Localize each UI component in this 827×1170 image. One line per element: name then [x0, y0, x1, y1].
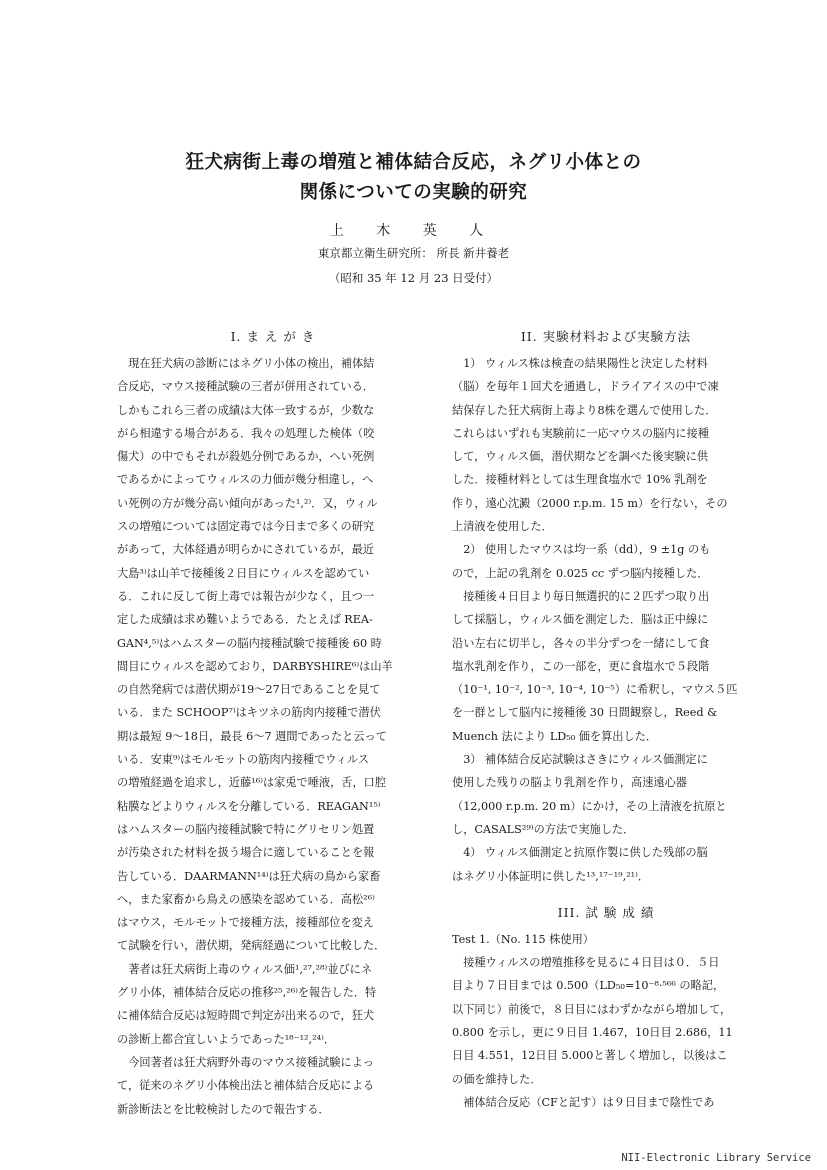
text-line: が汚染された材料を扱う場合に適していることを報 [117, 846, 375, 860]
text-line: 現在狂犬病の診断にはネグリ小体の検出，補体結 [117, 357, 375, 370]
text-line: いる．また SCHOOP⁷⁾はキツネの筋肉内接種で潜伏 [117, 706, 381, 720]
text-line: 作り，遠心沈澱（2000 r.p.m. 15 m）を行ない，その [452, 496, 728, 510]
paper-title [0, 148, 827, 208]
text-line: GAN⁴,⁵⁾はハムスターの脳内接種試験で接種後 60 時 [117, 636, 382, 650]
author-name: 上 木 英 人 [329, 223, 498, 239]
received-date: （昭和 35 年 12 月 23 日受付） [328, 271, 499, 285]
text-line: 日目 4.551，12日目 5.000と著しく増加し，以後はこ [452, 1049, 728, 1063]
text-line: はマウス，モルモットで接種方法，接種部位を変え [117, 916, 374, 930]
text-line: 沿い左右に切半し，各々の半分ずつを一緒にして食 [452, 636, 710, 650]
text-line: して，ウィルス価，潜伏期などを調べた後実験に供 [452, 450, 709, 464]
results-body [452, 928, 760, 1114]
text-line: い死例の方が幾分高い傾向があった¹,²⁾．又，ウィル [117, 496, 378, 510]
text-line: 粘膜などよりウィルスを分離している．REAGAN¹⁵⁾ [117, 799, 381, 813]
text-line: の増殖経過を追求し，近藤¹⁶⁾は家兎で唾液，舌，口腔 [117, 776, 387, 790]
text-line: を一群として脳内に接種後 30 日間観察し，Reed & [452, 706, 718, 720]
text-line: 傷犬）の中でもそれが殺処分例であるか，へい死例 [117, 450, 375, 464]
text-line: 今回著者は狂犬病野外毒のマウス接種試験によっ [117, 1055, 374, 1069]
text-line: はネグリ小体証明に供した¹³,¹⁷⁻¹⁹,²¹⁾． [452, 869, 650, 883]
text-line: いる．安東⁹⁾はモルモットの筋肉内接種でウィルス [117, 753, 370, 767]
title-line-1: 狂犬病街上毒の増殖と補体結合反応，ネグリ小体との [185, 152, 642, 173]
text-line: はハムスターの脳内接種試験で特にグリセリン処置 [117, 822, 375, 836]
text-line: 上清液を使用した． [452, 520, 553, 534]
section-heading-methods: II. 実験材料および実験方法 [520, 329, 692, 344]
text-line: て，従来のネグリ小体検出法と補体結合反応による [117, 1079, 375, 1093]
text-line: して採脳し，ウィルス価を測定した．脳は正中線に [452, 613, 709, 627]
title-line-2: 関係についての実験的研究 [299, 182, 528, 203]
text-line: がら相違する場合がある．我々の処理した検体（咬 [117, 426, 375, 440]
text-line: しかもこれら三者の成績は大体一致するが，少数な [117, 403, 375, 417]
text-line: て試験を行い，潜伏期，発病経過について比較した． [117, 939, 386, 953]
text-line: 定した成績は求め難いようである．たとえば REA- [117, 613, 373, 627]
text-line: し，CASALS²⁹⁾の方法で実施した． [452, 822, 635, 836]
text-line: 期は最短 9〜18日，最長 6〜7 週間であったと云って [117, 729, 387, 743]
text-line: る．これに反して街上毒では報告が少なく，且つ一 [117, 589, 375, 603]
text-line: 目より７日目までは 0.500（LD₅₀=10⁻⁸·⁵⁶⁶ の略記， [452, 979, 725, 993]
text-line: （脳）を毎年１回犬を通過し，ドライアイスの中で凍 [452, 380, 719, 394]
text-line: の自然発病では潜伏期が19〜27日であることを見て [117, 683, 381, 697]
text-line: 以下同じ）前後で，８日目にはわずかながら増加して， [452, 1002, 732, 1016]
text-line: の価を維持した． [452, 1072, 542, 1086]
text-line: へ，また家畜から鳥えの感染を認めている．高松²⁶⁾ [117, 892, 375, 906]
left-column [117, 322, 429, 1121]
text-line: 4） ウィルス価測定と抗原作製に供した残部の脳 [452, 846, 708, 860]
text-line: 2） 使用したマウスは均一系（dd），9 ±1g のも [452, 543, 711, 557]
methods-body [452, 352, 760, 888]
text-line: であるかによってウィルスの力価が幾分相違し，へ [117, 473, 374, 487]
text-line: スの増殖については固定毒では今日まで多くの研究 [117, 520, 375, 534]
text-line: 1） ウィルス株は検査の結果陽性と決定した材料 [452, 357, 708, 370]
text-line: した．接種材料としては生理食塩水で 10% 乳剤を [452, 473, 708, 487]
text-line: 大島³⁾は山羊で接種後２日目にウィルスを認めてい [117, 566, 370, 580]
text-line: 間目にウィルスを認めており，DARBYSHIRE⁶⁾は山羊 [117, 659, 393, 673]
footer-service-label: NII-Electronic Library Service [621, 1152, 811, 1164]
text-line: （12,000 r.p.m. 20 m）にかけ，その上清液を抗原と [452, 799, 727, 813]
text-line: に補体結合反応は短時間で判定が出来るので，狂犬 [117, 1009, 375, 1023]
text-line: 合反応，マウス接種試験の三者が併用されている． [117, 380, 374, 394]
text-line: Test 1.（No. 115 株使用） [452, 932, 594, 946]
text-line: これらはいずれも実験前に一応マウスの脳内に接種 [452, 426, 709, 440]
text-line: 補体結合反応（CFと記す）は９日目まで陰性であ [452, 1095, 715, 1109]
text-line: ので，上記の乳剤を 0.025 cc ずつ脳内接種した． [452, 566, 709, 580]
text-line: 0.800 を示し，更に９日目 1.467，10日目 2.686，11 [452, 1026, 733, 1040]
text-line: （10⁻¹, 10⁻², 10⁻³, 10⁻⁴, 10⁻⁵）に希釈し，マウス５匹 [452, 683, 738, 697]
text-line: の診断上都合宜しいようであった¹⁸⁻¹²,²⁴⁾． [117, 1032, 336, 1046]
text-line: Muench 法により LD₅₀ 価を算出した． [452, 729, 658, 743]
text-line: 接種後４日目より毎日無選択的に２匹ずつ取り出 [452, 589, 710, 603]
text-line: 結保存した狂犬病街上毒より8株を選んで使用した． [452, 403, 717, 417]
text-line: 告している．DAARMANN¹⁴⁾は狂犬病の鳥から家畜 [117, 869, 381, 883]
text-line: 著者は狂犬病街上毒のウィルス価¹,²⁷,²⁸⁾並びにネ [117, 962, 373, 976]
section-heading-introduction: I. ま え が き [230, 329, 316, 344]
text-line: 新診断法とを比較検討したので報告する． [117, 1102, 330, 1116]
author-affiliation: 東京都立衛生研究所： 所長 新井養老 [317, 246, 510, 260]
text-line: 3） 補体結合反応試験はさきにウィルス価測定に [452, 753, 708, 767]
text-line: 接種ウィルスの増殖推移を見るに４日目は０．５日 [452, 956, 720, 970]
right-column [452, 322, 760, 1114]
section-heading-results: III. 試 験 成 績 [557, 904, 655, 920]
text-line: 使用した残りの脳より乳剤を作り，高速遠心器 [452, 776, 687, 790]
text-line: グリ小体，補体結合反応の推移²⁵,²⁶⁾を報告した．特 [117, 986, 377, 1000]
introduction-body [117, 352, 429, 1121]
text-line: があって，大体経過が明らかにされているが，最近 [117, 543, 374, 557]
text-line: 塩水乳剤を作り，この一部を，更に食塩水で５段階 [452, 659, 710, 673]
